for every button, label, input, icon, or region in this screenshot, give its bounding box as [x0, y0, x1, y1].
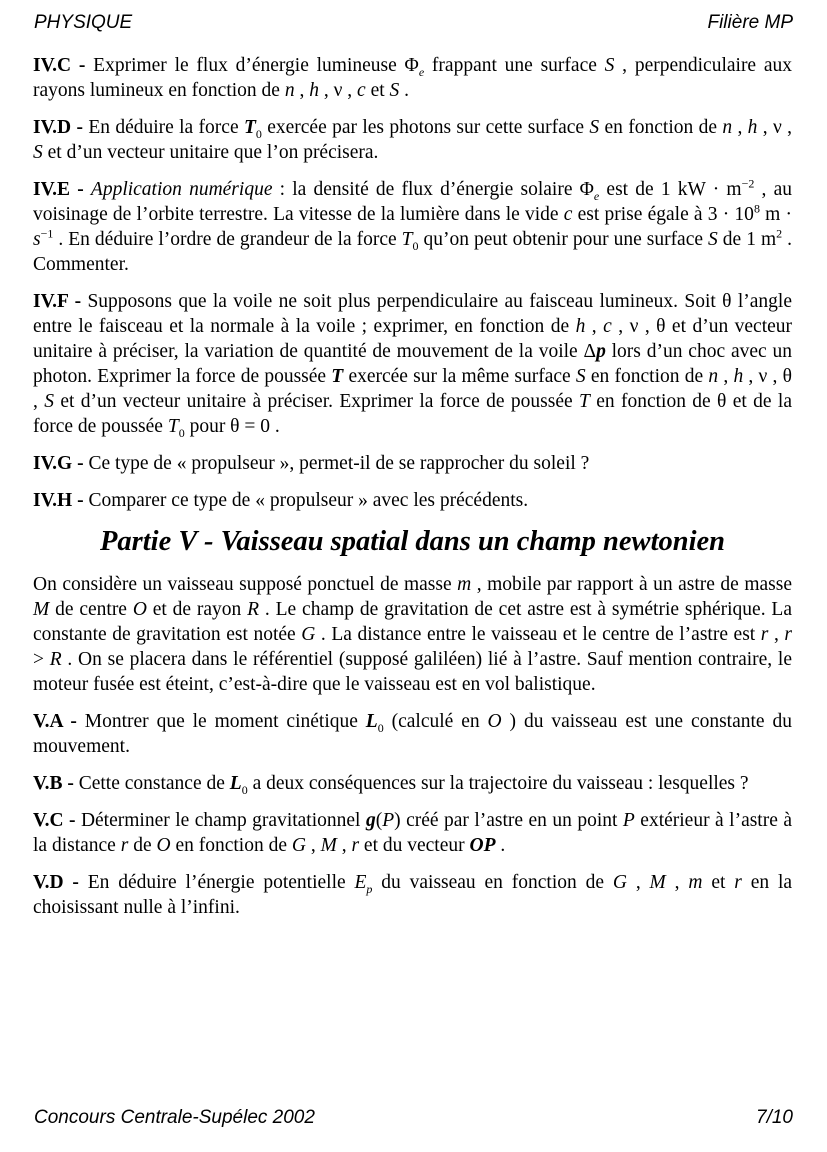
- question-label: IV.E -: [33, 179, 84, 200]
- question-label: IV.C -: [33, 55, 86, 76]
- question-IVD: IV.D - En déduire la force $T_0$ exercée par les photons sur cette surface S en fonction de n , h , ν , S et d’un vecteur unitaire que l’on précisera.: [33, 117, 793, 163]
- part5-intro: On considère un vaisseau supposé ponctuel de masse m , mobile par rapport à un astre de masse M de centre O et de rayon R . Le champ de gravitation de cet astre est à symétrie sphérique. La constante de gravitation est notée G . La distance entre le vaisseau et le centre de l’astre est r , r > R . On se placera dans le référentiel (supposé galiléen) lié à l’astre. Sauf mention contraire, le moteur fusée est éteint, c’est-à-dire que le vaisseau est en vol balistique.: [33, 574, 792, 695]
- question-label: IV.D -: [33, 117, 83, 138]
- question-IVH: [33, 488, 792, 513]
- question-IVC: IV.C - Exprimer le flux d’énergie lumineuse $\Phi_e$ frappant une surface S , perpendiculaire aux rayons lumineux en fonction de n , h , ν , c et S .: [33, 55, 793, 101]
- question-IVG: [33, 451, 792, 476]
- question-VD: V.D - En déduire l’énergie potentielle $E_p$ du vaisseau en fonction de G , M , m et r en la choisissant nulle à l’infini.: [33, 872, 793, 918]
- header-filiere: Filière MP: [707, 12, 793, 33]
- question-label: V.C -: [33, 810, 76, 831]
- question-text: Comparer ce type de « propulseur » avec les précédents.: [88, 490, 529, 511]
- question-VA: V.A - Montrer que le moment cinétique $L_0$ (calculé en O ) du vaisseau est une constante du mouvement.: [33, 711, 792, 757]
- question-label: IV.H -: [33, 490, 84, 511]
- question-label: V.A -: [33, 711, 77, 732]
- footer-page-number: 7/10: [756, 1107, 793, 1128]
- question-label: IV.F -: [33, 291, 82, 312]
- question-label: V.B -: [33, 773, 74, 794]
- question-IVF: IV.F - Supposons que la voile ne soit plus perpendiculaire au faisceau lumineux. Soit θ l’angle entre le faisceau et la normale à la voile ; exprimer, en fonction de h , c , ν , θ et d’un vecteur unitaire à préciser, la variation de quantité de mouvement de la voile Δp lors d’un choc avec un photon. Exprimer la force de poussée T exercée sur la même surface S en fonction de n , h , ν , θ , S et d’un vecteur unitaire à préciser. Exprimer la force de poussée T en fonction de θ et de la force de poussée $T_0$ pour θ = 0 .: [33, 291, 793, 440]
- question-VB: V.B - Cette constance de $L_0$ a deux conséquences sur la trajectoire du vaisseau : lesquelles ?: [33, 773, 749, 797]
- question-label: IV.G -: [33, 453, 84, 474]
- question-text: lesquelles ?: [658, 773, 749, 794]
- part5-title: Partie V - Vaisseau spatial dans un champ newtonien: [99, 526, 726, 557]
- question-IVE: IV.E - Application numérique : la densité de flux d’énergie solaire $\Phi_e$ est de 1 kW · $m^{-2}$ , au voisinage de l’orbite terrestre. La vitesse de la lumière dans le vide c est prise égale à $3 \cdot 10^8$ $m \cdot s^{-1}$ . En déduire l’ordre de grandeur de la force $T_0$ qu’on peut obtenir pour une surface S de 1 $m^2$ . Commenter.: [33, 176, 793, 275]
- page-body: [33, 53, 792, 932]
- question-VC: V.C - Déterminer le champ gravitationnel g(P) créé par l’astre en un point P extérieur à l’astre à la distance r de O en fonction de G , M , r et du vecteur OP .: [33, 810, 792, 856]
- header-subject: PHYSIQUE: [34, 12, 133, 33]
- question-text: Ce type de « propulseur », permet-il de se rapprocher du soleil ?: [88, 453, 590, 474]
- question-label: V.D -: [33, 872, 79, 893]
- footer-contest: Concours Centrale-Supélec 2002: [34, 1107, 315, 1128]
